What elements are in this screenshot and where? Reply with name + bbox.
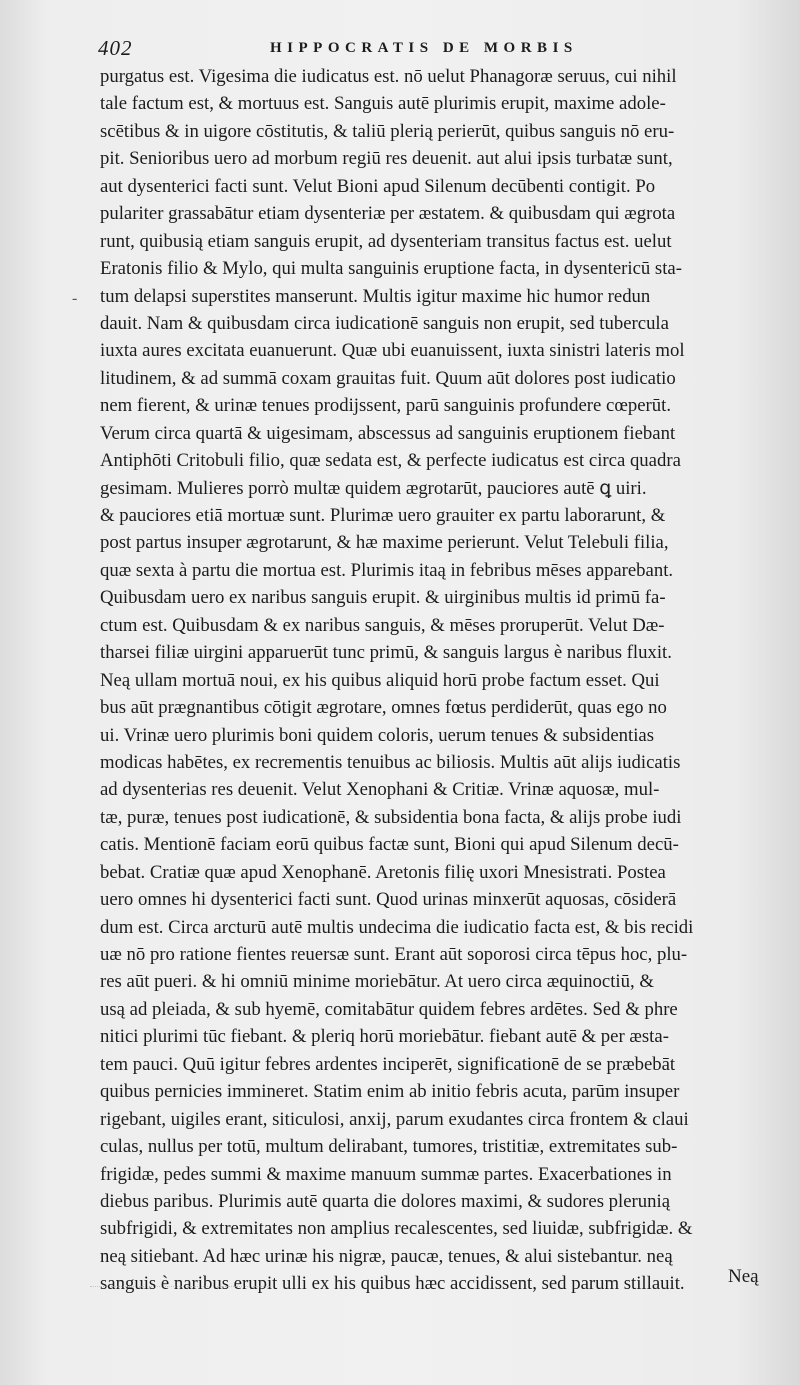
print-smudge	[90, 1276, 270, 1287]
text-line: neą sitiebant. Ad hæc urinæ his nigræ, paucæ, tenues, & alui sistebantur. neą	[100, 1245, 673, 1267]
page-header	[98, 36, 778, 62]
margin-mark: -	[72, 290, 78, 307]
text-line: quæ sexta à partu die mortua est. Plurimis itaą in febribus mēses apparebant.	[100, 559, 674, 581]
text-line: uæ nō pro ratione fientes reuersæ sunt. Erant aūt soporosi circa tēpus hoc, plu-	[100, 944, 688, 965]
text-line: res aūt pueri. & hi omniū minime moriebātur. At uero circa æquinoctiū, &	[100, 971, 654, 993]
text-line: diebus paribus. Plurimis autē quarta die dolores maximi, & sudores plerunią	[100, 1190, 671, 1212]
text-line: & pauciores etiā mortuæ sunt. Plurimæ uero grauiter ex partu laborarunt, &	[100, 505, 666, 526]
text-line: tæ, puræ, tenues post iudicationē, & subsidentia bona facta, & alijs probe iudi	[100, 806, 682, 828]
text-line: tum delapsi superstites manserunt. Multis igitur maxime hic humor redun	[100, 285, 651, 307]
body-text	[100, 63, 792, 1298]
catchword: Neą	[728, 1266, 759, 1287]
text-line: gesimam. Mulieres porrò multæ quidem ægrotarūt, pauciores autē ꝗ uiri.	[100, 477, 647, 499]
text-line: runt, quibusią etiam sanguis erupit, ad dysenteriam transitus factus est. uelut	[100, 230, 672, 252]
text-line: litudinem, & ad summā coxam grauitas fuit. Quum aūt dolores post iudicatio	[100, 367, 676, 389]
text-line: quibus pernicies immineret. Statim enim ab initio febris acuta, parūm insuper	[100, 1081, 680, 1103]
page-number: 402	[98, 36, 133, 60]
text-line: pulariter grassabātur etiam dysenteriæ per æstatem. & quibusdam qui ægrota	[100, 203, 676, 225]
text-line: Eratonis filio & Mylo, qui multa sanguinis eruptione facta, in dysentericū sta-	[100, 258, 682, 280]
text-line: aut dysenterici facti sunt. Velut Bioni apud Silenum decūbenti contigit. Po	[100, 175, 656, 197]
text-line: ad dysenterias res deuenit. Velut Xenophani & Critiæ. Vrinæ aquosæ, mul-	[100, 779, 660, 801]
text-line: post partus insuper ægrotarunt, & hæ maxime perierunt. Velut Telebuli filia,	[100, 532, 669, 554]
text-line: Antiphōti Critobuli filio, quæ sedata est, & perfecte iudicatus est circa quadra	[100, 450, 681, 472]
text-line: usą ad pleiada, & sub hyemē, comitabātur quidem febres ardētes. Sed & phre	[100, 998, 678, 1020]
text-line: tharsei filiæ uirgini apparuerūt tunc primū, & sanguis largus è naribus fluxit.	[100, 642, 672, 664]
text-line: bebat. Cratiæ quæ apud Xenophanē. Aretonis filię uxori Mnesistrati. Postea	[100, 861, 666, 883]
text-line: Neą ullam mortuā noui, ex his quibus aliquid horū probe factum esset. Qui	[100, 669, 660, 691]
running-title: HIPPOCRATIS DE MORBIS	[270, 40, 578, 56]
text-line: rigebant, uigiles erant, siticulosi, anxij, parum exudantes circa frontem & claui	[100, 1108, 689, 1130]
text-line: culas, nullus per totū, multum delirabant, tumores, tristitiæ, extremitates sub-	[100, 1136, 678, 1158]
text-line: bus aūt prægnantibus cōtigit ægrotare, omnes fœtus perdiderūt, quas ego no	[100, 697, 667, 719]
text-line: scētibus & in uigore cōstitutis, & taliū plerią perierūt, quibus sanguis nō eru-	[100, 120, 675, 142]
text-line: iuxta aures excitata euanuerunt. Quæ ubi euanuissent, iuxta sinistri lateris mol	[100, 340, 685, 362]
text-line: dum est. Circa arcturū autē multis undecima die iudicatio facta est, & bis recidi	[100, 916, 694, 938]
text-line: pit. Senioribus uero ad morbum regiū res deuenit. aut alui ipsis turbatæ sunt,	[100, 148, 673, 170]
text-line: catis. Mentionē faciam eorū quibus factæ sunt, Bioni qui apud Silenum decū-	[100, 834, 679, 856]
text-line: nitici plurimi tūc fiebant. & pleriq horū moriebātur. fiebant autē & per æsta-	[100, 1026, 669, 1048]
text-line: tem pauci. Quū igitur febres ardentes inciperēt, significationē de se præbebāt	[100, 1053, 676, 1075]
text-line: tale factum est, & mortuus est. Sanguis autē plurimis erupit, maxime adole-	[100, 93, 666, 115]
text-line: uero omnes hi dysenterici facti sunt. Quod urinas minxerūt aquosas, cōsiderā	[100, 889, 677, 911]
text-line: dauit. Nam & quibusdam circa iudicationē sanguis non erupit, sed tubercula	[100, 312, 669, 334]
text-line: sanguis è naribus erupit ulli ex his quibus hæc accidissent, sed parum stillauit.	[100, 1273, 685, 1295]
text-line: subfrigidi, & extremitates non amplius recalescentes, sed liuidæ, subfrigidæ. &	[100, 1218, 693, 1240]
text-line: nem fierent, & urinæ tenues prodijssent, parū sanguinis profundere cœperūt.	[100, 395, 672, 417]
text-line: modicas habētes, ex recrementis tenuibus ac biliosis. Multis aūt alijs iudicatis	[100, 751, 681, 773]
text-line: purgatus est. Vigesima die iudicatus est. nō uelut Phanagoræ seruus, cui nihil	[100, 66, 677, 87]
text-line: Verum circa quartā & uigesimam, abscessus ad sanguinis eruptionem fiebant	[100, 422, 676, 444]
text-line: frigidæ, pedes summi & maxime manuum summæ partes. Exacerbationes in	[100, 1163, 672, 1185]
text-line: ctum est. Quibusdam & ex naribus sanguis, & mēses proruperūt. Velut Dæ-	[100, 614, 665, 636]
text-line: ui. Vrinæ uero plurimis boni quidem coloris, uerum tenues & subsidentias	[100, 724, 655, 746]
text-line: Quibusdam uero ex naribus sanguis erupit. & uirginibus multis id primū fa-	[100, 587, 666, 609]
